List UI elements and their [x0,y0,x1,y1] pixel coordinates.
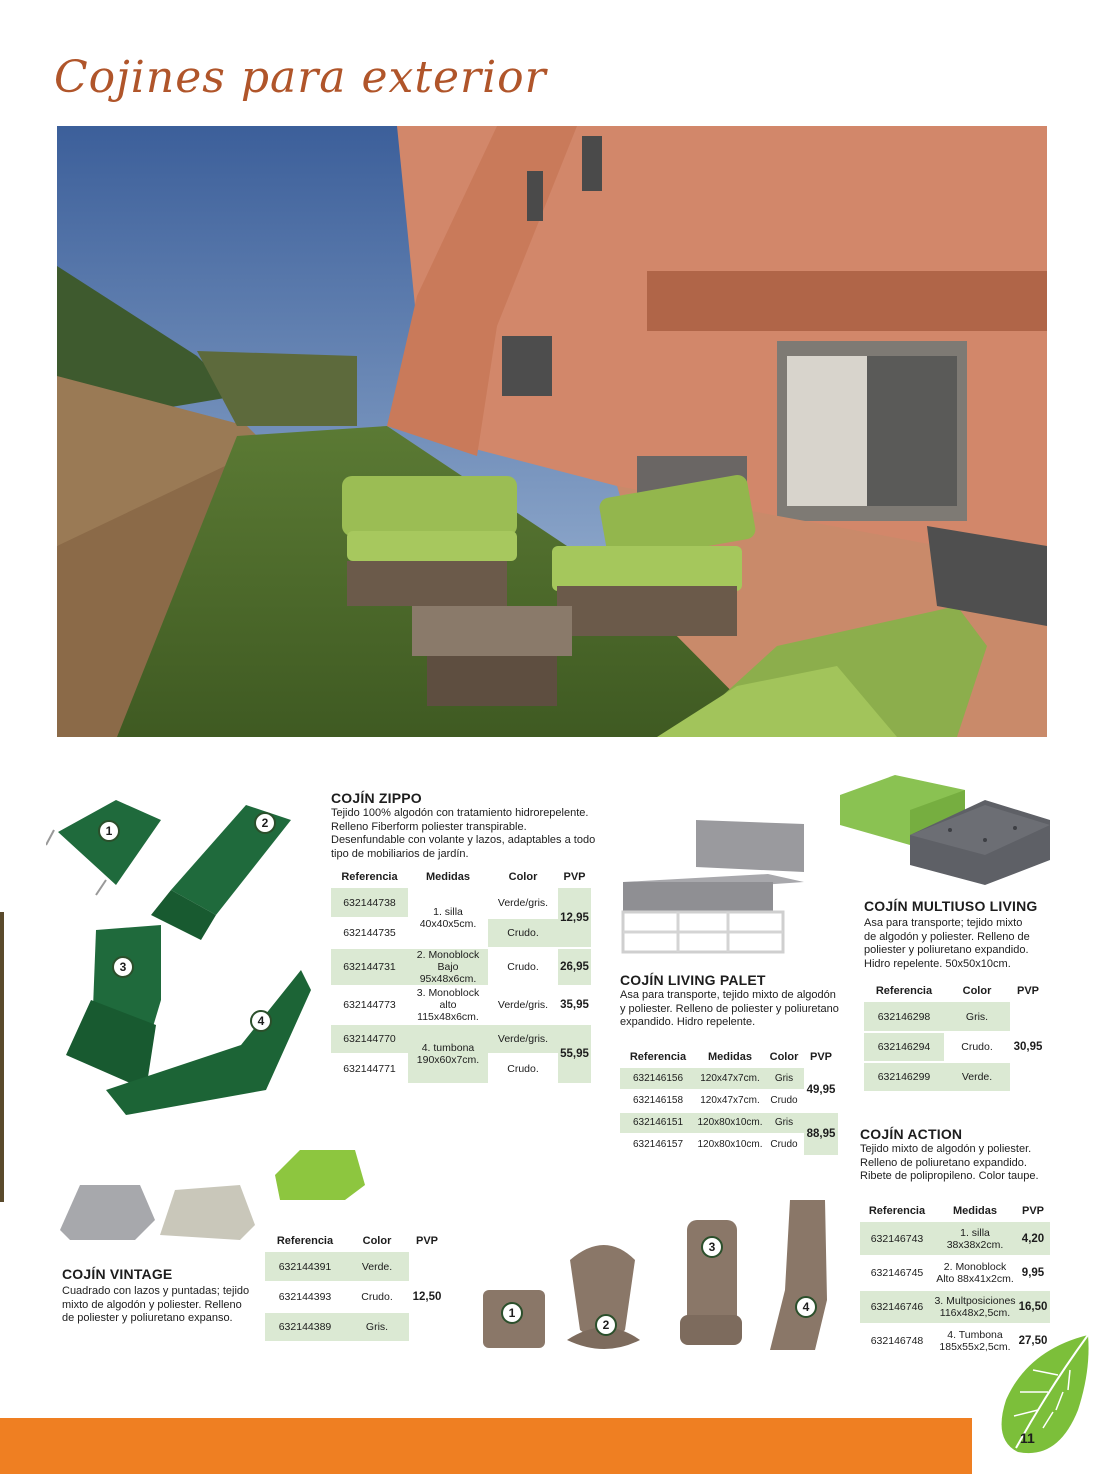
zippo-badge-3: 3 [112,956,134,978]
vintage-title: COJÍN VINTAGE [62,1266,173,1282]
zippo-badge-2: 2 [254,812,276,834]
ref-cell: 632144393 [265,1282,345,1312]
pvp-cell: 9,95 [1016,1256,1050,1290]
ref-cell: 632146151 [620,1112,696,1134]
ref-cell: 632146294 [864,1032,944,1062]
page-edge-strip [0,912,4,1202]
action-badge-3: 3 [701,1236,723,1258]
medidas-cell: 4. Tumbona 185x55x2,5cm. [934,1324,1016,1358]
ref-cell: 632146745 [860,1256,934,1290]
living-palet-title: COJÍN LIVING PALET [620,972,766,988]
ref-cell: 632144738 [331,888,408,918]
action-description: Tejido mixto de algodón y poliester. Relleno de poliuretano expandido. Ribete de polipropileno. Color taupe. [860,1143,1039,1182]
ref-cell: 632146299 [864,1062,944,1092]
pvp-cell: 30,95 [1010,1002,1046,1092]
hero-photo [57,126,1047,737]
zippo-price-table [331,866,591,1085]
pvp-cell: 88,95 [804,1112,838,1156]
col-header: Color [345,1230,409,1252]
leaf-icon [988,1330,1093,1465]
ref-cell: 632144773 [331,986,408,1024]
color-cell: Verde/gris. [488,986,558,1024]
zippo-badge-1: 1 [98,820,120,842]
color-cell: Gris. [944,1002,1010,1032]
zippo-cushions-image [46,790,326,1120]
ref-cell: 632144391 [265,1252,345,1282]
pvp-cell: 35,95 [558,986,591,1024]
col-header: Medidas [408,866,488,888]
color-cell: Gris [764,1068,804,1090]
pvp-cell: 12,50 [409,1252,445,1342]
col-header: PVP [409,1230,445,1252]
color-cell: Crudo. [345,1282,409,1312]
action-badge-1: 1 [501,1302,523,1324]
ref-cell: 632146156 [620,1068,696,1090]
multiuso-description: Asa para transporte; tejido mixto de algodón y poliester. Relleno de poliester y poliuretano expandido. Hidro repelente. 50x50x10cm. [864,917,1030,970]
col-header: PVP [558,866,591,888]
ref-cell: 632146743 [860,1222,934,1256]
ref-cell: 632144731 [331,948,408,986]
col-header: Color [944,980,1010,1002]
col-header: Medidas [934,1200,1016,1222]
page-number: 11 [1020,1430,1035,1446]
pvp-cell: 26,95 [558,948,591,986]
action-badge-4: 4 [795,1296,817,1318]
zippo-description: Tejido 100% algodón con tratamiento hidrorepelente. Relleno Fiberform poliester transpirable. Desenfundable con volante y lazos, adaptables a todo tipo de mobiliarios de jardín. [331,807,596,860]
col-header: Referencia [331,866,408,888]
color-cell: Verde. [345,1252,409,1282]
medidas-cell: 3. Monoblock alto 115x48x6cm. [408,986,488,1024]
color-cell: Crudo [764,1134,804,1156]
col-header: Color [764,1046,804,1068]
pvp-cell: 27,50 [1016,1324,1050,1358]
col-header: PVP [804,1046,838,1068]
color-cell: Verde/gris. [488,1024,558,1054]
pvp-cell: 4,20 [1016,1222,1050,1256]
medidas-cell: 120x80x10cm. [696,1134,764,1156]
pvp-cell: 55,95 [558,1024,591,1084]
ref-cell: 632146746 [860,1290,934,1324]
multiuso-title: COJÍN MULTIUSO LIVING [864,898,1038,914]
col-header: Referencia [620,1046,696,1068]
color-cell: Crudo [764,1090,804,1112]
action-title: COJÍN ACTION [860,1126,963,1142]
ref-cell: 632144735 [331,918,408,948]
page-title: Cojines para exterior [54,52,547,103]
medidas-cell: 2. Monoblock Bajo 95x48x6cm. [408,948,488,986]
pvp-cell: 12,95 [558,888,591,948]
color-cell: Gris [764,1112,804,1134]
ref-cell: 632144389 [265,1312,345,1342]
ref-cell: 632144771 [331,1054,408,1084]
ref-cell: 632146157 [620,1134,696,1156]
col-header: PVP [1010,980,1046,1002]
living-palet-description: Asa para transporte, tejido mixto de algodón y poliester. Relleno de poliester y poliuretano expandido. Hidro repelente. [620,989,839,1028]
footer-bar [0,1418,972,1474]
action-cushions-image [475,1190,845,1360]
living-palet-price-table [620,1046,838,1157]
ref-cell: 632146748 [860,1324,934,1358]
pvp-cell: 16,50 [1016,1290,1050,1324]
ref-cell: 632146298 [864,1002,944,1032]
color-cell: Crudo. [944,1032,1010,1062]
ref-cell: 632144770 [331,1024,408,1054]
multiuso-price-table [864,980,1046,1093]
zippo-badge-4: 4 [250,1010,272,1032]
color-cell: Verde. [944,1062,1010,1092]
col-header: Color [488,866,558,888]
medidas-cell: 2. Monoblock Alto 88x41x2cm. [934,1256,1016,1290]
medidas-cell: 120x47x7cm. [696,1068,764,1090]
medidas-cell: 4. tumbona 190x60x7cm. [408,1024,488,1084]
color-cell: Crudo. [488,948,558,986]
col-header: Medidas [696,1046,764,1068]
color-cell: Gris. [345,1312,409,1342]
col-header: Referencia [265,1230,345,1252]
col-header: Referencia [864,980,944,1002]
ref-cell: 632146158 [620,1090,696,1112]
medidas-cell: 1. silla 38x38x2cm. [934,1222,1016,1256]
living-palet-image [618,812,810,962]
medidas-cell: 120x47x7cm. [696,1090,764,1112]
pvp-cell: 49,95 [804,1068,838,1112]
action-badge-2: 2 [595,1314,617,1336]
vintage-description: Cuadrado con lazos y puntadas; tejido mixto de algodón y poliester. Relleno de poliester y poliuretano expanso. [62,1285,250,1324]
color-cell: Verde/gris. [488,888,558,918]
multiuso-image [835,770,1050,890]
color-cell: Crudo. [488,1054,558,1084]
col-header: Referencia [860,1200,934,1222]
vintage-price-table [265,1230,445,1343]
medidas-cell: 120x80x10cm. [696,1112,764,1134]
medidas-cell: 3. Multposiciones 116x48x2,5cm. [934,1290,1016,1324]
medidas-cell: 1. silla 40x40x5cm. [408,888,488,948]
col-header: PVP [1016,1200,1050,1222]
zippo-title: COJÍN ZIPPO [331,790,422,806]
color-cell: Crudo. [488,918,558,948]
